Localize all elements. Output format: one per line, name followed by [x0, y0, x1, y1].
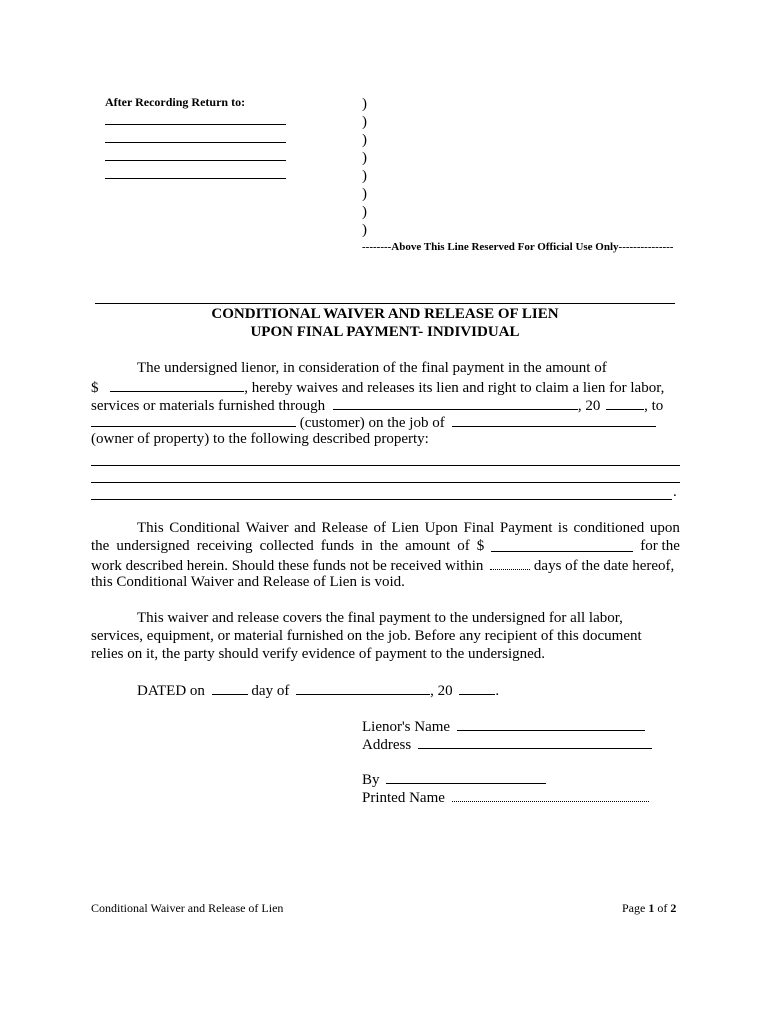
word: of — [373, 520, 386, 536]
return-address-line-4[interactable] — [105, 178, 286, 179]
word: Payment — [499, 520, 553, 536]
word: conditioned — [573, 520, 645, 536]
lienor-name-field[interactable] — [457, 717, 645, 731]
for-the-label: for the — [640, 538, 680, 554]
word: Release — [321, 520, 368, 536]
p1-line-1: The undersigned lienor, in consideration of the final payment in the amount of — [137, 360, 607, 376]
word: $ — [476, 538, 485, 554]
p2-line-3 — [91, 556, 674, 575]
paren: ) — [362, 204, 367, 220]
word: funds — [320, 538, 355, 554]
p1-line-4 — [91, 413, 656, 432]
page-total: 2 — [670, 901, 677, 915]
word: collected — [259, 538, 314, 554]
return-address-line-3[interactable] — [105, 160, 286, 161]
printed-name-field[interactable] — [452, 788, 649, 802]
word: Final — [463, 520, 495, 536]
dated-period: . — [495, 683, 500, 699]
customer-field[interactable] — [91, 413, 296, 427]
year-field[interactable] — [606, 396, 644, 410]
page-indicator — [622, 901, 676, 916]
collected-funds-field[interactable] — [491, 538, 633, 552]
amount-field[interactable] — [110, 378, 244, 392]
paren: ) — [362, 222, 367, 238]
dated-on-label: DATED on — [137, 683, 205, 699]
document-title-line-1: CONDITIONAL WAIVER AND RELEASE OF LIEN — [211, 306, 559, 322]
lienor-name-label: Lienor's Name — [362, 719, 451, 735]
word: Conditional — [169, 520, 241, 536]
p2-line-1 — [137, 520, 680, 537]
property-description-line-1[interactable] — [91, 465, 680, 466]
p2-line-4: this Conditional Waiver and Release of Lien is void. — [91, 574, 405, 590]
paren: ) — [362, 96, 367, 112]
printed-name-label: Printed Name — [362, 790, 445, 806]
return-address-line-1[interactable] — [105, 124, 286, 125]
word: is — [557, 520, 568, 536]
by-signature-field[interactable] — [386, 770, 546, 784]
address-field[interactable] — [418, 735, 652, 749]
dollar-sign: $ — [91, 380, 99, 396]
dated-line — [137, 681, 499, 700]
dated-year-field[interactable] — [459, 681, 495, 695]
paren: ) — [362, 114, 367, 130]
through-date-field[interactable] — [333, 396, 578, 410]
furnished-through-label: services or materials furnished through — [91, 398, 326, 414]
p1-line-2-text: , hereby waives and releases its lien and right to claim a lien for labor, — [244, 380, 665, 396]
paren: ) — [362, 150, 367, 166]
dated-month-field[interactable] — [296, 681, 430, 695]
official-use-line: --------Above This Line Reserved For Official Use Only--------------- — [362, 241, 674, 253]
property-description-period: . — [673, 484, 677, 500]
document-title-line-2: UPON FINAL PAYMENT- INDIVIDUAL — [250, 324, 520, 340]
property-description-line-3[interactable] — [91, 499, 672, 500]
days-field[interactable] — [490, 556, 530, 570]
p3-line-2: services, equipment, or material furnished on the job. Before any recipient of this document — [91, 628, 642, 644]
printed-name-row — [362, 788, 649, 807]
within-label: work described herein. Should these funds not be received within — [91, 558, 484, 574]
p3-line-1: This waiver and release covers the final payment to the undersigned for all labor, — [137, 610, 623, 626]
word: in — [361, 538, 373, 554]
word: Waiver — [245, 520, 289, 536]
word: of — [457, 538, 470, 554]
paren: ) — [362, 168, 367, 184]
day-of-label: day of — [251, 683, 290, 699]
lienor-name-row — [362, 717, 645, 736]
property-description-line-2[interactable] — [91, 482, 680, 483]
footer-document-name: Conditional Waiver and Release of Lien — [91, 901, 284, 915]
word: Upon — [424, 520, 458, 536]
job-of-field[interactable] — [452, 413, 656, 427]
p1-line-5: (owner of property) to the following described property: — [91, 431, 429, 447]
to-label: , to — [644, 398, 664, 414]
customer-job-label: (customer) on the job of — [299, 415, 445, 431]
address-label: Address — [362, 737, 412, 753]
by-label: By — [362, 772, 380, 788]
word: This — [137, 520, 164, 536]
word: undersigned — [116, 538, 190, 554]
days-label: days of the date hereof, — [533, 558, 675, 574]
p1-line-2 — [91, 378, 664, 397]
page-word: Page — [622, 901, 646, 915]
paren: ) — [362, 132, 367, 148]
word: the — [379, 538, 399, 554]
by-row — [362, 770, 546, 789]
word: receiving — [196, 538, 253, 554]
of-word: of — [657, 901, 668, 915]
return-to-label: After Recording Return to: — [105, 95, 246, 109]
word: Lien — [391, 520, 420, 536]
title-separator — [95, 303, 675, 304]
dated-year-prefix: , 20 — [430, 683, 453, 699]
address-row — [362, 735, 652, 754]
dated-day-field[interactable] — [212, 681, 248, 695]
paren: ) — [362, 186, 367, 202]
word: upon — [649, 520, 680, 536]
word: and — [294, 520, 316, 536]
word: the — [91, 538, 110, 554]
word: amount — [405, 538, 451, 554]
page-number: 1 — [648, 901, 655, 915]
year-prefix: , 20 — [577, 398, 601, 414]
p3-line-3: relies on it, the party should verify evidence of payment to the undersigned. — [91, 646, 546, 662]
p2-line-2 — [91, 538, 680, 555]
return-address-line-2[interactable] — [105, 142, 286, 143]
